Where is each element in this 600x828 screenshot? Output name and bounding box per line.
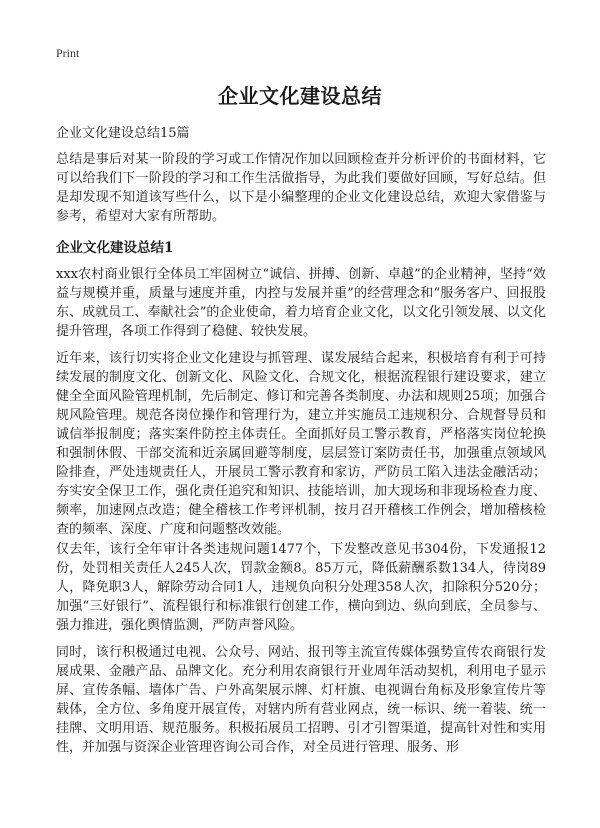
intro-paragraph: 总结是事后对某一阶段的学习或工作情况作加以回顾检查并分析评价的书面材料，它可以给我们下一阶段的学习和工作生活做指导，为此我们要做好回顾，写好总结。但是却发现不知道该写些什么，以下是小编整理的企业文化建设总结，欢迎大家借鉴与参考，希望对大家有所帮助。 (56, 152, 546, 224)
print-label: Print (56, 46, 80, 60)
body-paragraph-1: xxx农村商业银行全体员工牢固树立“诚信、拼搏、创新、卓越”的企业精神，坚持“效益与规模并重，质量与速度并重，内控与发展并重”的经营理念和“服务客户、回报股东、成就员工、奉献社会”的企业使命，着力培育企业文化，以文化引领发展、以文化提升管理，各项工作得到了稳健、较快发展。 (56, 267, 546, 339)
page-title: 企业文化建设总结 (218, 84, 382, 108)
body-paragraph-4: 同时，该行积极通过电视、公众号、网站、报刊等主流宣传媒体强势宣传农商银行发展成果、金融产品、品牌文化。充分利用农商银行开业周年活动契机，利用电子显示屏、宣传条幅、墙体广告、户外高架展示牌、灯杆旗、电视调台角标及形象宣传片等载体，全方位、多角度开展宣传，对辖内所有营业网点，统一标识、统一着装、统一挂牌、文明用语、规范服务。积极拓展员工招聘、引才引智渠道，提高针对性和实用性，并加强与资深企业管理咨询公司合作，对全员进行管理、服务、形 (56, 645, 546, 755)
document-subtitle: 企业文化建设总结15篇 (56, 126, 190, 141)
body-paragraph-3: 仅去年，该行全年审计各类违规问题1477个，下发整改意见书304份，下发通报12份，处罚相关责任人245人次，罚款金额8。85万元，降低薪酬系数134人，待岗89人，降免职3人，解除劳动合同1人，违规负向积分处理358人次，扣除积分520分；加强“三好银行”、流程银行和标准银行创建工作，横向到边、纵向到底，全员参与、强力推进，强化舆情监测，严防声誉风险。 (56, 542, 546, 633)
body-paragraph-2: 近年来，该行切实将企业文化建设与抓管理、谋发展结合起来，积极培育有利于可持续发展的制度文化、创新文化、风险文化、合规文化，根据流程银行建设要求，建立健全全面风险管理机制，先后制定、修订和完善各类制度、办法和规则25项；加强合规风险管理。规范各岗位操作和管理行为，建立并实施员工违规积分、合规督导员和诚信举报制度；落实案件防控主体责任。全面抓好员工警示教育，严格落实岗位轮换和强制休假、干部交流和近亲属回避等制度，层层签订案防责任书，加强重点领域风险排查，严处违规责任人，开展员工警示教育和家访，严防员工陷入违法金融活动；夯实安全保卫工作，强化责任追究和知识、技能培训，加大现场和非现场检查力度、频率，加速网点改造；健全稽核工作考评机制，按月召开稽核工作例会，增加稽核检查的频率、深度、广度和问题整改效能。 (56, 351, 546, 537)
section-title: 企业文化建设总结1 (56, 240, 174, 256)
